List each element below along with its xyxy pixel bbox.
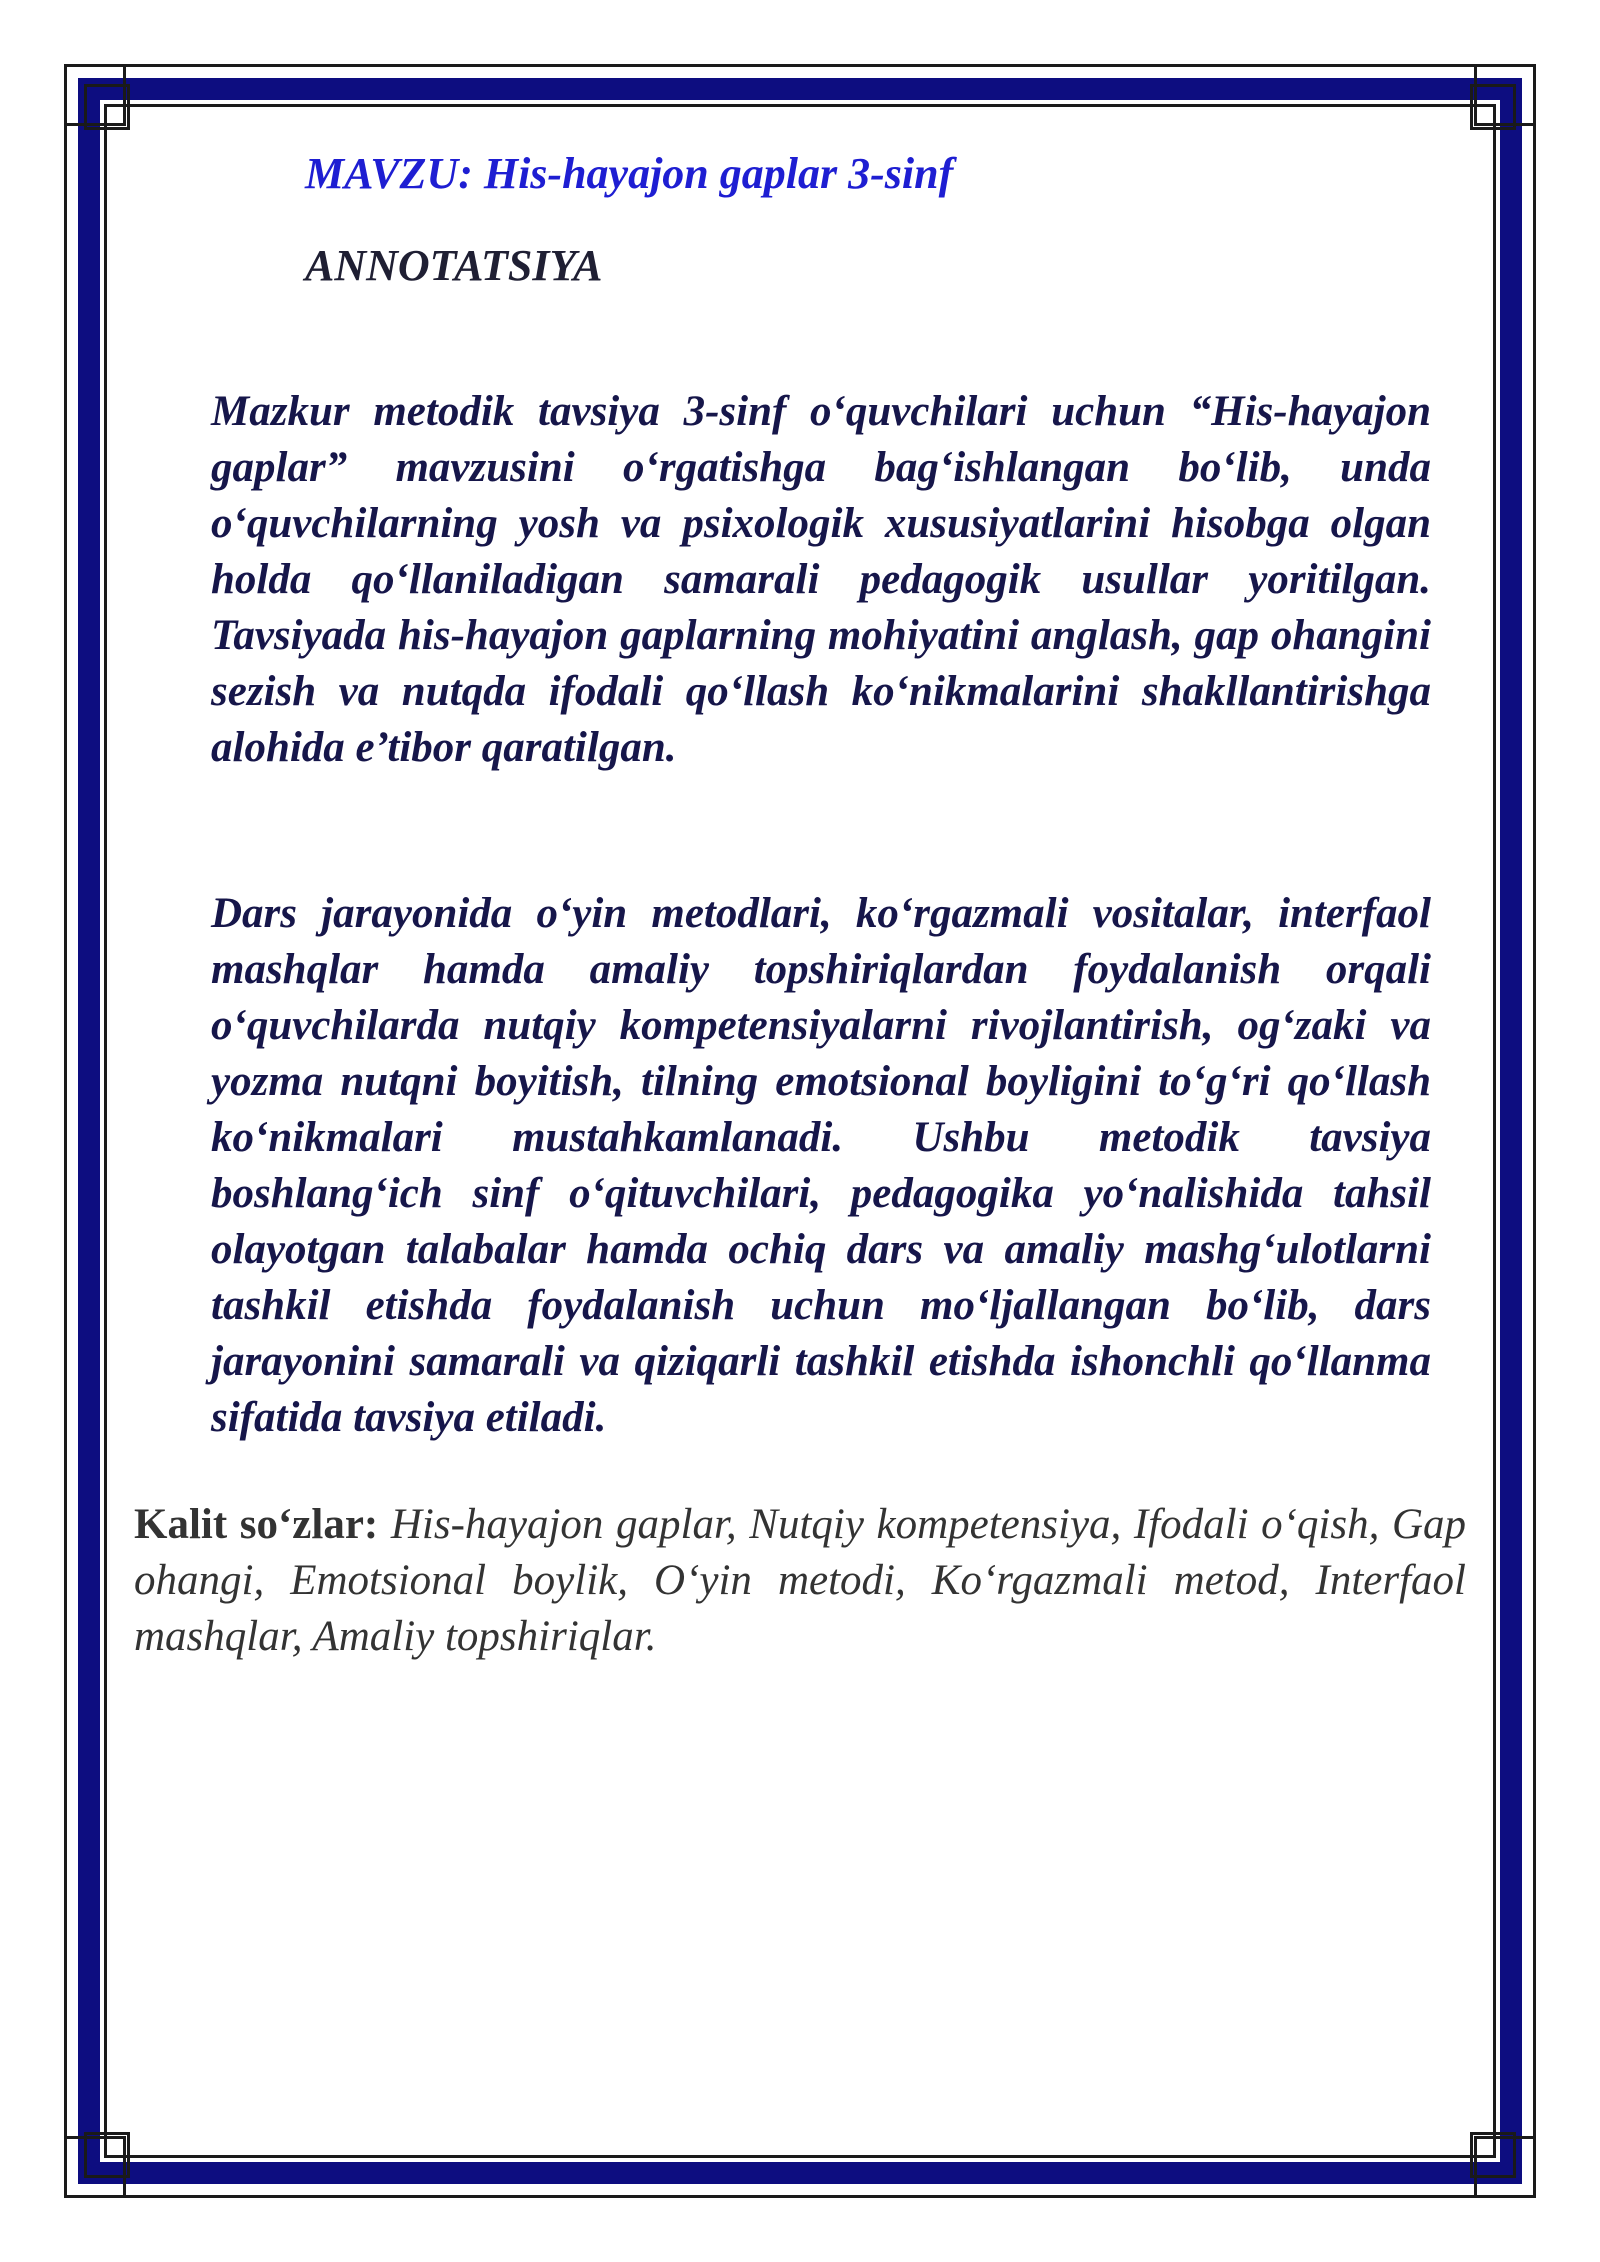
border-corner-inner-top-left bbox=[84, 84, 130, 130]
annotation-paragraph-2: Dars jarayonida o‘yin metodlari, ko‘rgazmali vositalar, interfaol mashqlar hamda amaliy topshiriqlardan foydalanish orqali o‘quvchilarda nutqiy kompetensiyalarni rivojlantirish, og‘zaki va yozma nutqni boyitish, tilning emotsional boyligini to‘g‘ri qo‘llash ko‘nikmalari mustahkamlanadi. Ushbu metodik tavsiya boshlang‘ich sinf o‘qituvchilari, pedagogika yo‘nalishida tahsil olayotgan talabalar hamda ochiq dars va amaliy mashg‘ulotlarni tashkil etishda foydalanish uchun mo‘ljallangan bo‘lib, dars jarayonini samarali va qiziqarli tashkil etishda ishonchli qo‘llanma sifatida tavsiya etiladi. bbox=[211, 890, 1431, 1441]
border-corner-inner-bottom-right bbox=[1470, 2132, 1516, 2178]
keywords-label: Kalit so‘zlar: bbox=[134, 1501, 379, 1548]
annotation-paragraph-1: Mazkur metodik tavsiya 3-sinf o‘quvchilari uchun “His-hayajon gaplar” mavzusini o‘rgatishga bag‘ishlangan bo‘lib, unda o‘quvchilarning yosh va psixologik xususiyatlarini hisobga olgan holda qo‘llaniladigan samarali pedagogik usullar yoritilgan. Tavsiyada his-hayajon gaplarning mohiyatini anglash, gap ohangini sezish va nutqda ifodali qo‘llash ko‘nikmalarini shakllantirishga alohida e’tibor qaratilgan. bbox=[211, 388, 1431, 771]
border-corner-inner-top-right bbox=[1470, 84, 1516, 130]
section-heading: ANNOTATSIYA bbox=[305, 241, 603, 290]
keywords-list: His-hayajon gaplar, Nutqiy kompetensiya, Ifodali o‘qish, Gap ohangi, Emotsional boylik, O‘yin metodi, Ko‘rgazmali metod, Interfaol mashqlar, Amaliy topshiriqlar. bbox=[134, 1501, 1467, 1660]
border-corner-inner-bottom-left bbox=[84, 2132, 130, 2178]
document-title: MAVZU: His-hayajon gaplar 3-sinf bbox=[305, 149, 954, 198]
keywords-block bbox=[134, 1497, 1466, 1665]
